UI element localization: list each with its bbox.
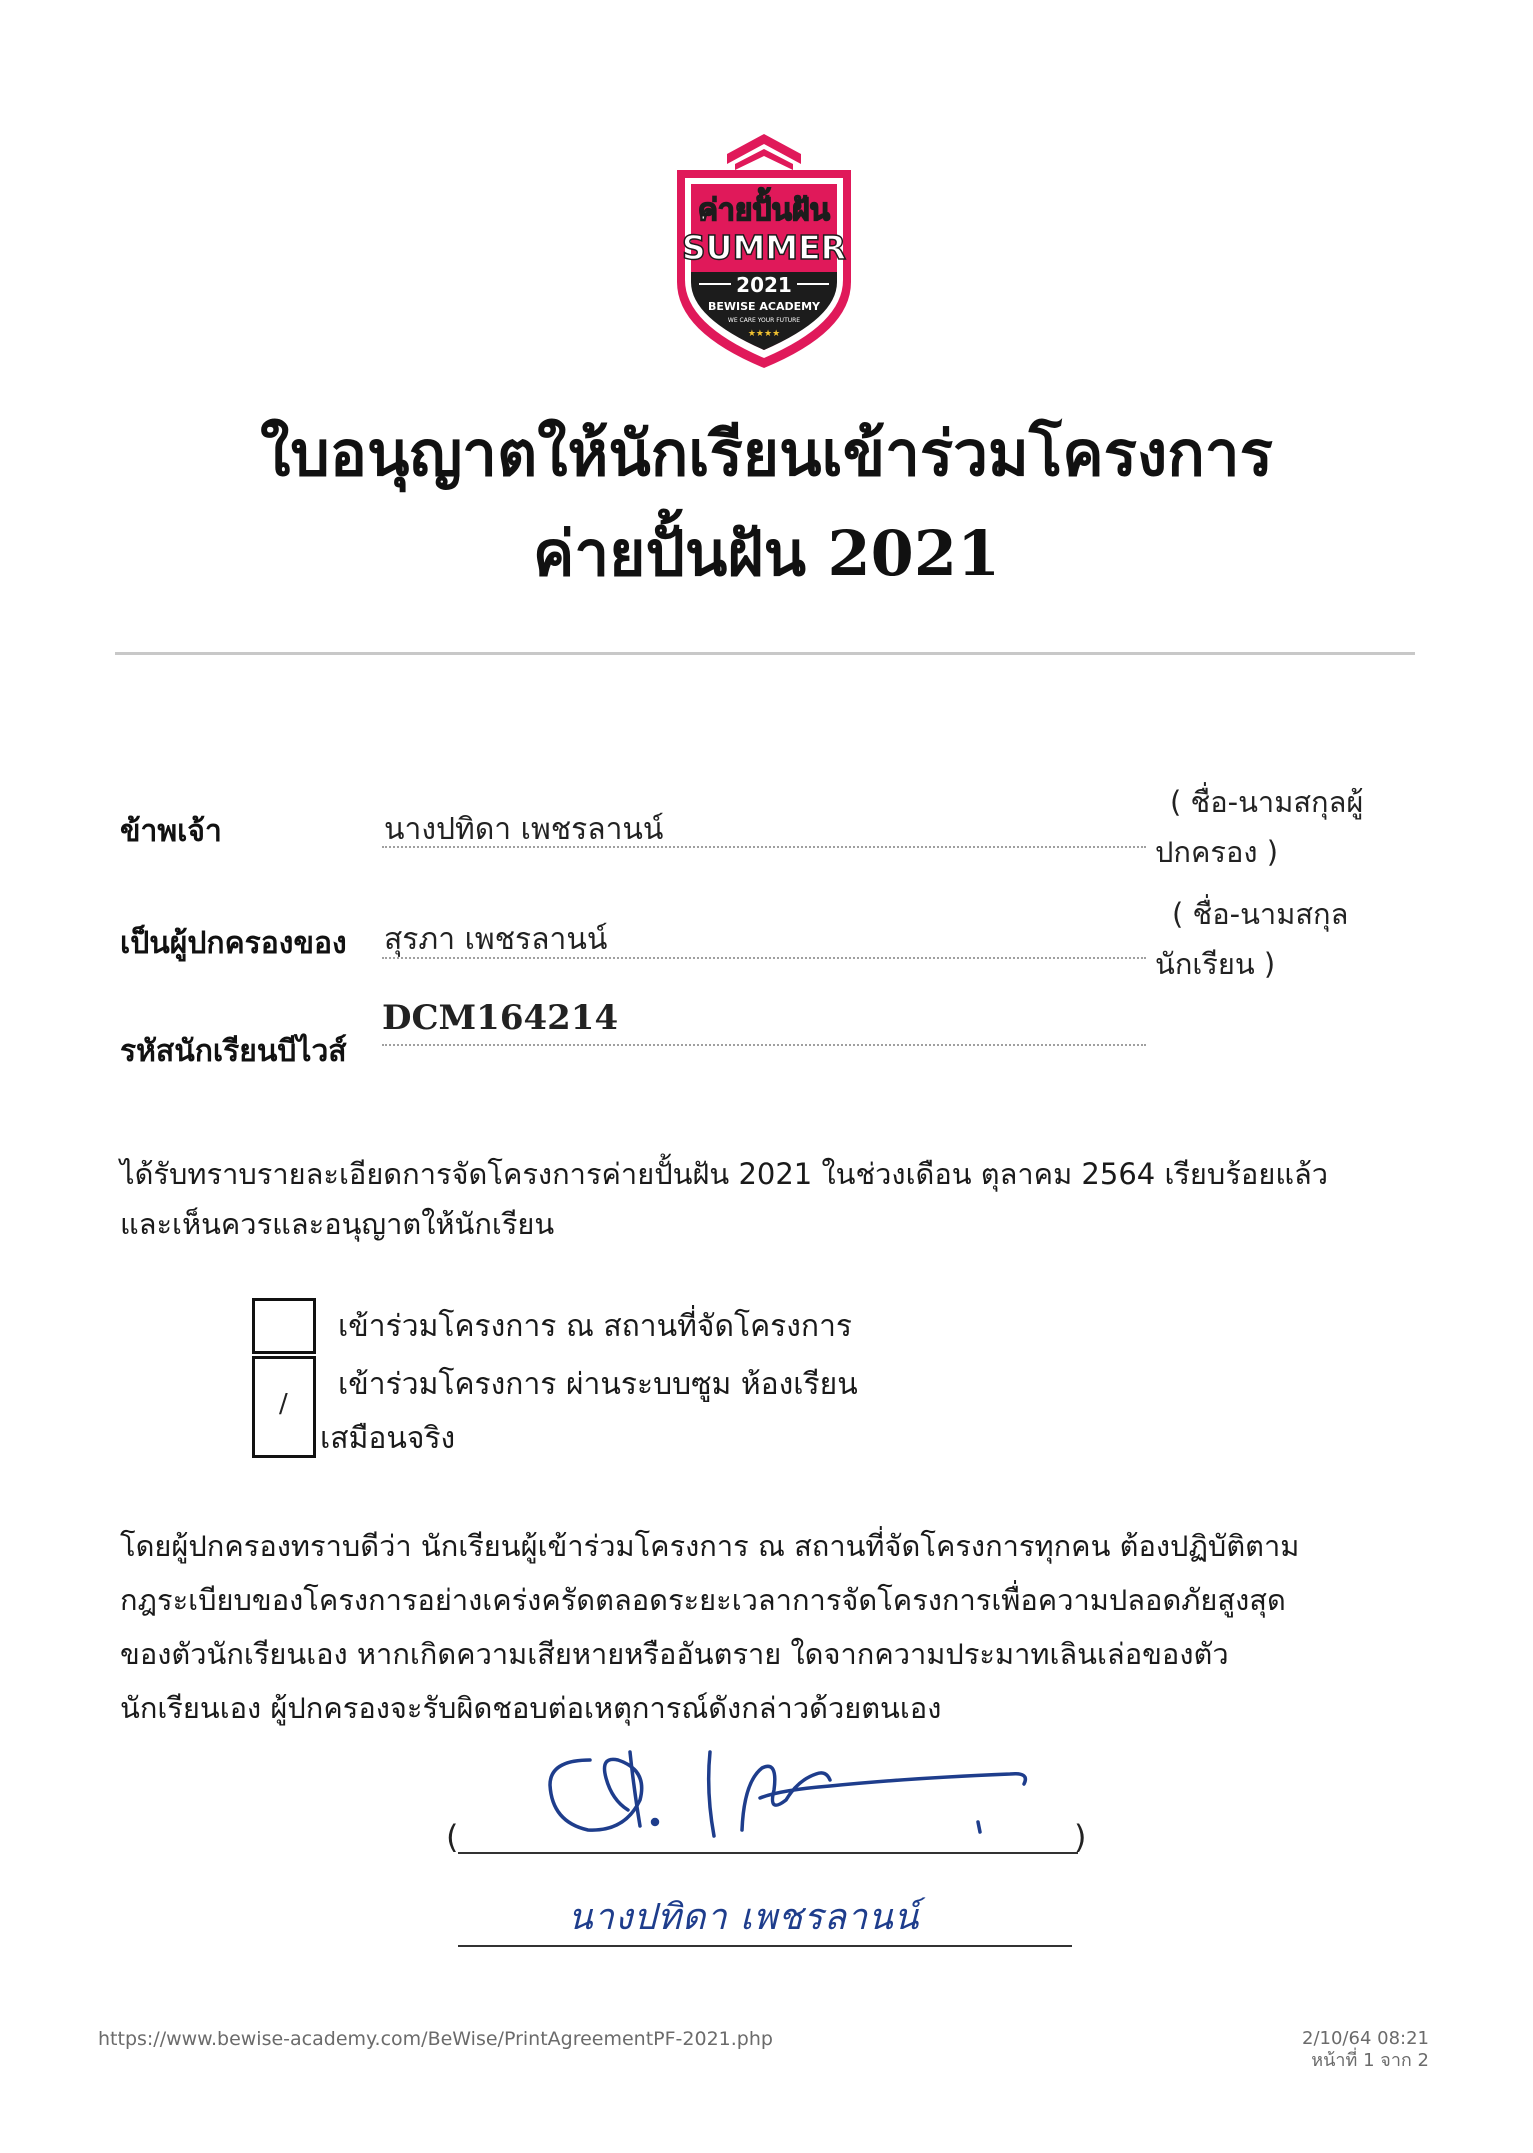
terms-line4: นักเรียนเอง ผู้ปกครองจะรับผิดชอบต่อเหตุการณ์ดังกล่าวด้วยตนเอง xyxy=(120,1691,942,1725)
parent-note-line2: ปกครอง ) xyxy=(1155,835,1279,869)
student-code-label: รหัสนักเรียนบีไวส์ xyxy=(120,1034,347,1069)
parent-label: ข้าพเจ้า xyxy=(120,814,222,849)
printed-name-line xyxy=(458,1945,1072,1947)
parent-name-underline xyxy=(382,846,1146,848)
onsite-checkbox[interactable] xyxy=(252,1298,316,1354)
parent-note-line1: ( ชื่อ-นามสกุลผู้ xyxy=(1170,785,1364,819)
student-name-underline xyxy=(382,957,1146,959)
signature-line xyxy=(458,1852,1078,1854)
student-label: เป็นผู้ปกครองของ xyxy=(120,926,347,961)
terms-line2: กฎระเบียบของโครงการอย่างเคร่งครัดตลอดระยะเวลาการจัดโครงการเพื่อความปลอดภัยสูงสุด xyxy=(120,1583,1286,1617)
student-code-underline xyxy=(382,1044,1146,1046)
ack-line1: ได้รับทราบรายละเอียดการจัดโครงการค่ายปั้นฝัน 2021 ในช่วงเดือน ตุลาคม 2564 เรียบร้อยแล้ว xyxy=(120,1157,1329,1191)
logo-year-text: 2021 xyxy=(736,273,792,297)
bewise-summer-logo xyxy=(665,132,863,372)
student-code-value: DCM164214 xyxy=(382,998,619,1038)
terms-line3: ของตัวนักเรียนเอง หากเกิดความเสียหายหรืออันตราย ใดจากความประมาทเลินเล่อของตัว xyxy=(120,1637,1229,1671)
document-title-line2: ค่ายปั้นฝัน 2021 xyxy=(532,517,1001,590)
ack-line2: และเห็นควรและอนุญาตให้นักเรียน xyxy=(120,1207,555,1241)
document-title-line1: ใบอนุญาตให้นักเรียนเข้าร่วมโครงการ xyxy=(260,417,1273,490)
signature-paren-close: ) xyxy=(1074,1818,1087,1856)
student-note-line2: นักเรียน ) xyxy=(1155,947,1276,981)
logo-brand-text: BEWISE ACADEMY xyxy=(707,300,821,313)
online-option-label-line1: เข้าร่วมโครงการ ผ่านระบบซูม ห้องเรียน xyxy=(338,1367,858,1402)
parent-name-value: นางปทิดา เพชรลานน์ xyxy=(384,812,664,847)
online-option-label-line2: เสมือนจริง xyxy=(320,1421,456,1456)
handwritten-signature xyxy=(530,1730,1050,1850)
signatory-printed-name: นางปทิดา เพชรลานน์ xyxy=(568,1897,920,1938)
terms-line1: โดยผู้ปกครองทราบดีว่า นักเรียนผู้เข้าร่วมโครงการ ณ สถานที่จัดโครงการทุกคน ต้องปฏิบัติตาม xyxy=(120,1529,1300,1563)
footer-page-number: หน้าที่ 1 จาก 2 xyxy=(1311,2050,1429,2071)
footer-url: https://www.bewise-academy.com/BeWise/PrintAgreementPF-2021.php xyxy=(98,2028,773,2050)
footer-datetime-block xyxy=(1302,2028,1429,2072)
logo-stars-icon: ★★★★ xyxy=(747,329,781,339)
logo-thai-text: ค่ายปั้นฝัน xyxy=(697,193,831,228)
title-divider xyxy=(115,652,1415,655)
footer-datetime: 2/10/64 08:21 xyxy=(1302,2028,1429,2049)
online-check-mark: / xyxy=(279,1389,288,1419)
logo-tagline-text: WE CARE YOUR FUTURE xyxy=(727,317,801,324)
signature-paren-open: ( xyxy=(446,1818,459,1856)
logo-summer-text: SUMMER xyxy=(681,228,847,267)
online-checkbox[interactable] xyxy=(252,1356,316,1458)
student-note-line1: ( ชื่อ-นามสกุล xyxy=(1172,897,1349,931)
onsite-option-label: เข้าร่วมโครงการ ณ สถานที่จัดโครงการ xyxy=(338,1309,853,1344)
student-name-value: สุรภา เพชรลานน์ xyxy=(384,922,608,957)
